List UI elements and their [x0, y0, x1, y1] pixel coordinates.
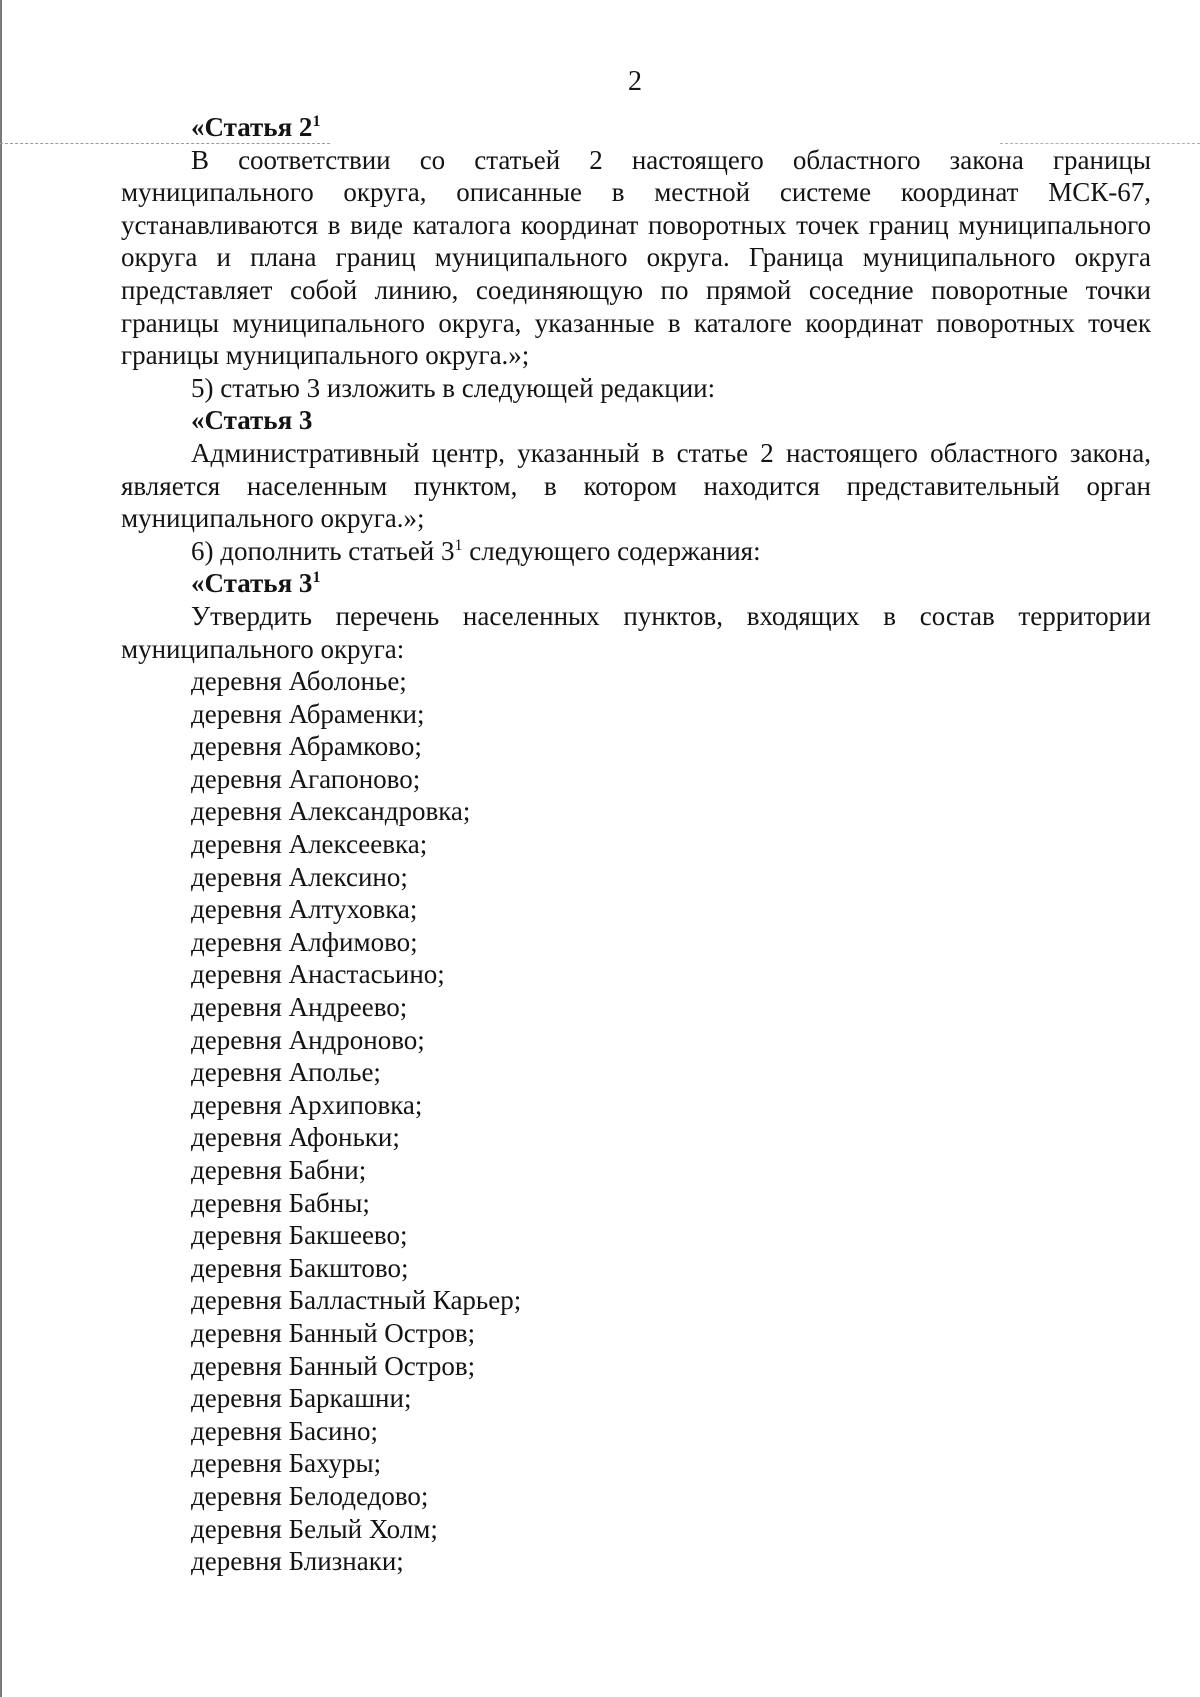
settlement-list [121, 665, 1151, 1578]
list-item: деревня Алексино; [191, 861, 408, 892]
list-item: деревня Алексеевка; [191, 829, 428, 860]
list-item: деревня Бабни; [191, 1155, 367, 1185]
list-item: деревня Бахуры; [191, 1448, 382, 1479]
list-item: деревня Агапоново; [191, 763, 421, 794]
list-item: деревня Бабны; [191, 1187, 370, 1218]
article-3-1-heading-sup: 1 [312, 569, 321, 587]
list-item: деревня Алфимово; [191, 926, 418, 957]
article-3-1-intro: Утвердить перечень населенных пунктов, входящих в состав территории муниципального округа: [121, 600, 1151, 664]
article-2-1-heading [121, 111, 1151, 144]
list-item: деревня Бакштово; [191, 1252, 409, 1283]
list-item: деревня Белодедово; [191, 1480, 429, 1511]
list-item: деревня Аболонье; [191, 666, 407, 697]
document-body [121, 111, 1151, 1578]
list-item: деревня Алтуховка; [191, 894, 418, 925]
article-2-1-heading-sup: 1 [312, 113, 321, 130]
list-item: деревня Банный Остров; [191, 1350, 476, 1381]
list-item: деревня Бакшеево; [191, 1220, 408, 1251]
list-item: деревня Александровка; [191, 796, 471, 827]
list-item: деревня Басино; [191, 1415, 378, 1446]
page-number: 2 [628, 66, 642, 97]
list-item: деревня Банный Остров; [191, 1317, 476, 1348]
article-3-text: Административный центр, указанный в статье 2 настоящего областного закона, является населенным пунктом, в котором находится представительный орган муниципального округа.»; [121, 437, 1151, 534]
page-edge [0, 0, 2, 1697]
item-6-sup: 1 [454, 536, 463, 554]
article-3-heading: «Статья 3 [191, 405, 313, 436]
article-2-1-heading-text: «Статья 2 [191, 112, 313, 142]
list-item: деревня Близнаки; [191, 1546, 404, 1577]
list-item: деревня Абрамково; [191, 731, 422, 762]
list-item: деревня Афоньки; [191, 1122, 400, 1153]
list-item: деревня Аполье; [191, 1057, 381, 1088]
list-item: деревня Баркашни; [191, 1383, 412, 1414]
item-5-text: 5) статью 3 изложить в следующей редакции: [191, 372, 716, 403]
list-item: деревня Анастасьино; [191, 959, 445, 990]
list-item: деревня Абраменки; [191, 698, 425, 729]
item-6-text [121, 535, 1151, 568]
list-item: деревня Балластный Карьер; [191, 1285, 522, 1316]
article-2-1-text: В соответствии со статьей 2 настоящего областного закона границы муниципального округа, описанные в местной системе координат МСК-67, устанавливаются в виде каталога координат поворотных точек границ муниципального округа и плана границ муниципального округа. Граница муниципального округа представляет собой линию, соединяющую по прямой соседние поворотные точки границы муниципального округа, указанные в каталоге координат поворотных точек границы муниципального округа.»; [121, 144, 1151, 371]
list-item: деревня Архиповка; [191, 1089, 423, 1120]
article-3-1-heading-text: «Статья 3 [191, 568, 313, 599]
article-3-1-heading [121, 567, 1151, 600]
list-item: деревня Андроново; [191, 1024, 425, 1055]
item-6-after: следующего содержания: [462, 535, 761, 566]
list-item: деревня Андреево; [191, 992, 408, 1023]
item-6-before: 6) дополнить статьей 3 [191, 535, 455, 566]
list-item: деревня Белый Холм; [191, 1513, 438, 1544]
